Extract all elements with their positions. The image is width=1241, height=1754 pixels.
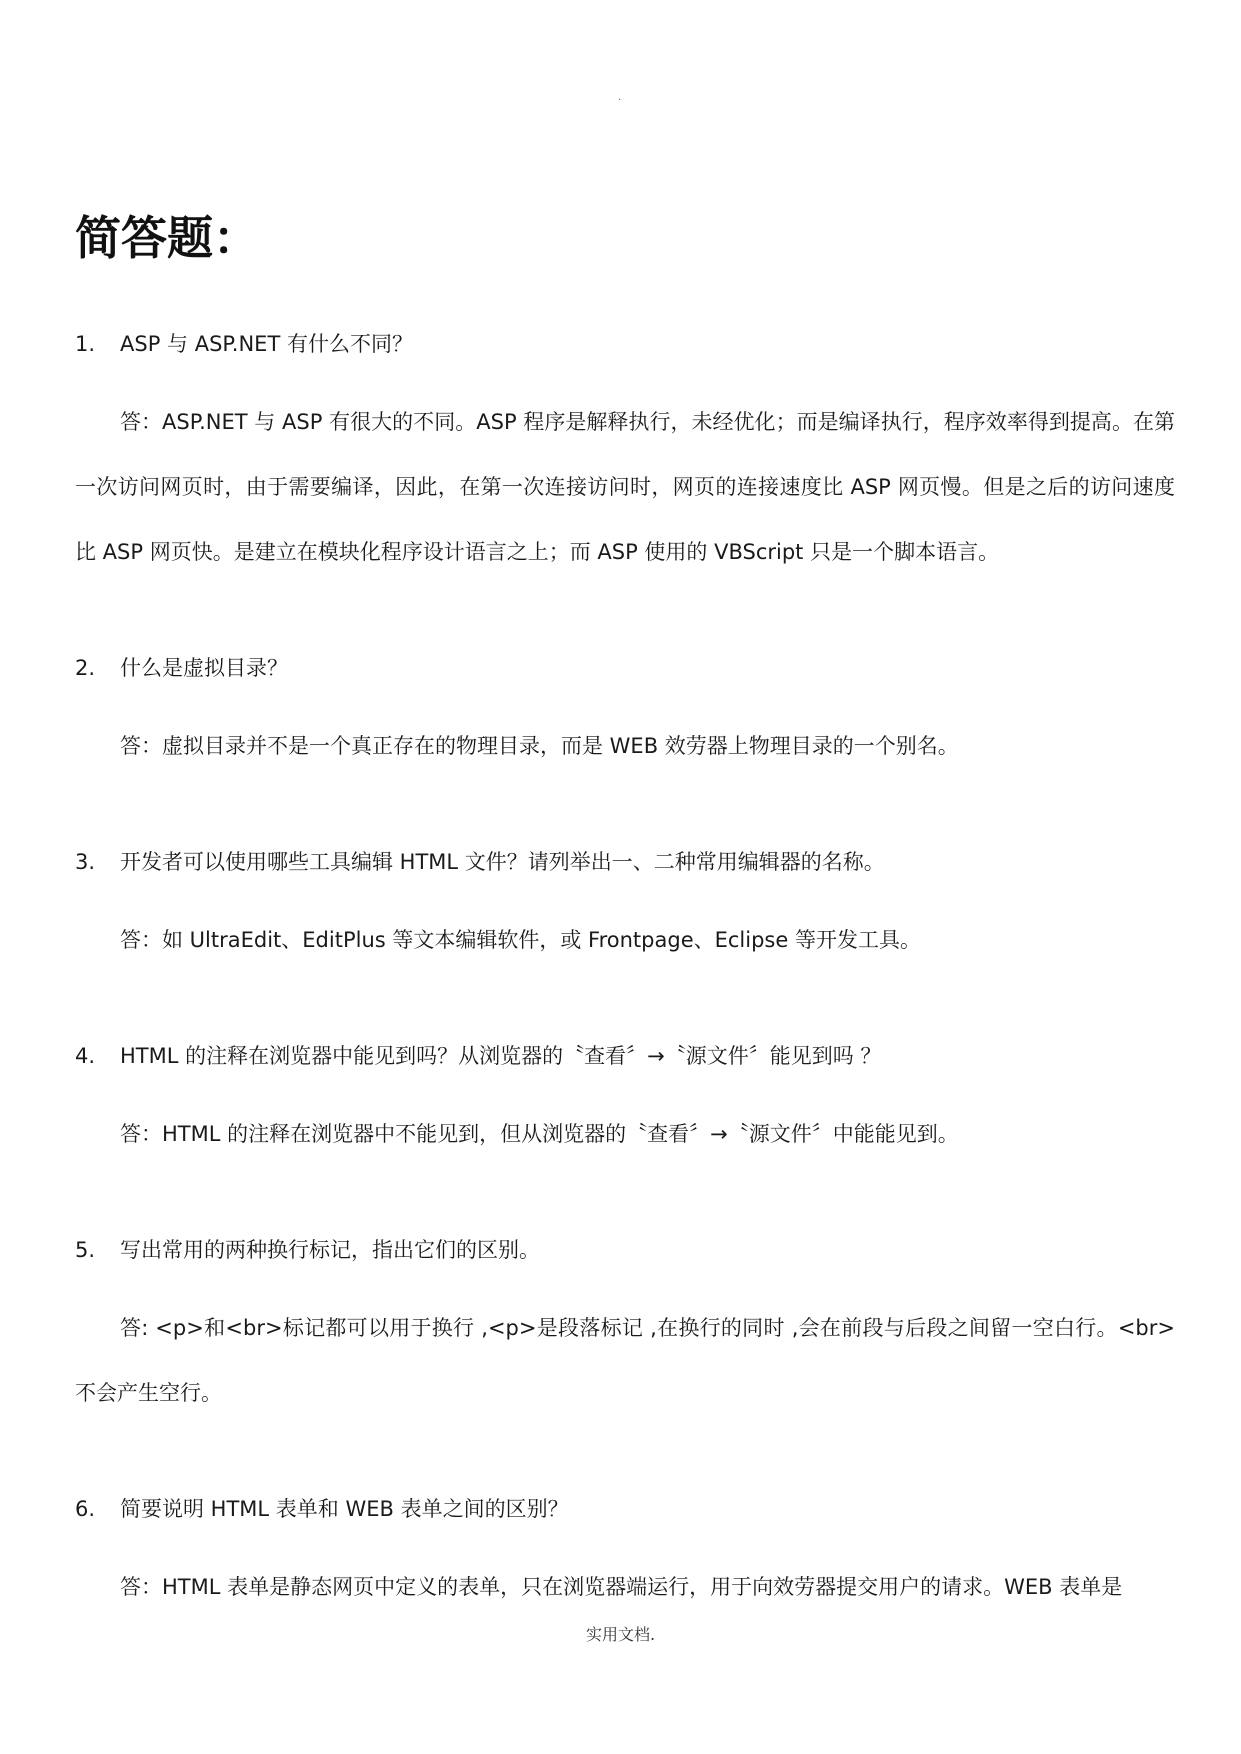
question-number: 4. xyxy=(75,1044,96,1068)
qa-list xyxy=(75,325,1175,1684)
answer-text: 答：虚拟目录并不是一个真正存在的物理目录，而是 WEB 效劳器上物理目录的一个别名。 xyxy=(120,734,959,758)
question-text: 开发者可以使用哪些工具编辑 HTML 文件？请列举出一、二种常用编辑器的名称。 xyxy=(120,850,885,874)
question xyxy=(75,649,1175,687)
qa-item-3 xyxy=(75,843,1175,973)
answer-text: 答：ASP.NET 与 ASP 有很大的不同。ASP 程序是解释执行，未经优化；而是编译执行，程序效率得到提高。在第一次访问网页时，由于需要编译，因此，在第一次连接访问时，网页的连接速度比 ASP 网页慢。但是之后的访问速度比 ASP 网页快。是建立在模块化程序设计语言之上；而 ASP 使用的 VBScript 只是一个脚本语言。 xyxy=(75,410,1175,564)
question xyxy=(75,1490,1175,1528)
question xyxy=(75,325,1175,363)
question-text: 写出常用的两种换行标记，指出它们的区别。 xyxy=(120,1238,540,1262)
question-number: 6. xyxy=(75,1497,96,1521)
question-text: 简要说明 HTML 表单和 WEB 表单之间的区别？ xyxy=(120,1497,569,1521)
answer-text: 答：如 UltraEdit、EditPlus 等文本编辑软件，或 Frontpage、Eclipse 等开发工具。 xyxy=(120,928,921,952)
page-title: 简答题： xyxy=(75,211,259,265)
answer-text: 答：HTML 表单是静态网页中定义的表单，只在浏览器端运行，用于向效劳器提交用户的请求。WEB 表单是 xyxy=(120,1575,1123,1599)
question-text: ASP 与 ASP.NET 有什么不同？ xyxy=(120,332,413,356)
question-text: 什么是虚拟目录？ xyxy=(120,656,288,680)
question-number: 1. xyxy=(75,332,96,356)
page-footer: 实用文档. xyxy=(585,1625,656,1644)
qa-item-4 xyxy=(75,1037,1175,1167)
qa-item-2 xyxy=(75,649,1175,779)
answer-text: 答: <p>和<br>标记都可以用于换行 ,<p>是段落标记 ,在换行的同时 ,会在前段与后段之间留一空白行。<br>不会产生空行。 xyxy=(75,1316,1175,1405)
qa-item-5 xyxy=(75,1231,1175,1426)
qa-item-6 xyxy=(75,1490,1175,1620)
question-text: HTML 的注释在浏览器中能见到吗？从浏览器的〝查看〞→〝源文件〞能见到吗 ？ xyxy=(120,1044,882,1068)
question xyxy=(75,1231,1175,1269)
question-number: 5. xyxy=(75,1238,96,1262)
header-mark: . xyxy=(618,92,622,103)
answer-text: 答：HTML 的注释在浏览器中不能见到，但从浏览器的〝查看〞→〝源文件〞中能能见到。 xyxy=(120,1122,959,1146)
question xyxy=(75,1037,1175,1075)
question-number: 2. xyxy=(75,656,96,680)
question-number: 3. xyxy=(75,850,96,874)
question xyxy=(75,843,1175,881)
qa-item-1 xyxy=(75,325,1175,585)
